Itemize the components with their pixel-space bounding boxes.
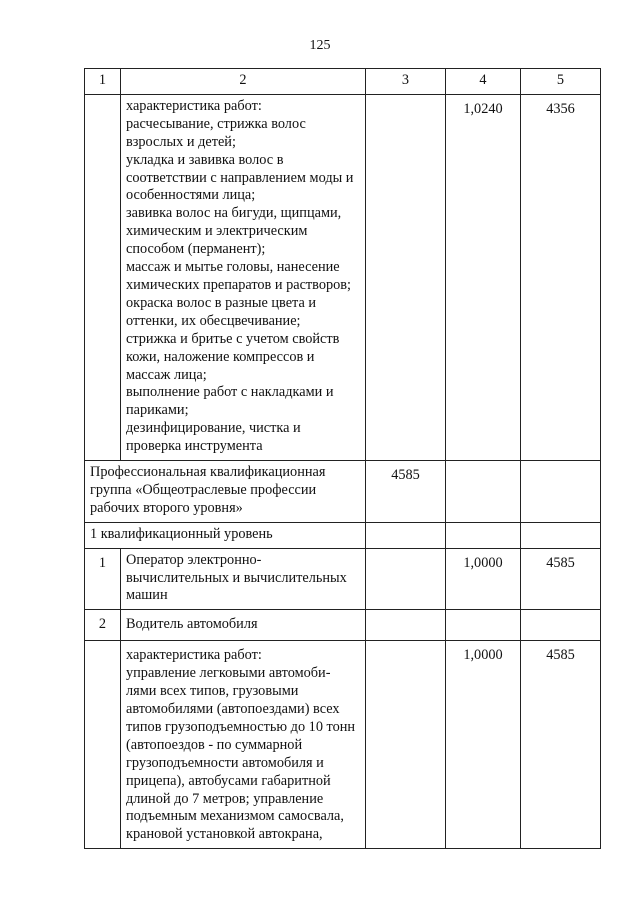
row-number	[85, 94, 121, 460]
job-title: Оператор электронно- вычислительных и вычислительных машин	[121, 548, 366, 610]
base-salary	[366, 610, 446, 641]
table-header-row	[85, 69, 601, 95]
table-row	[85, 610, 601, 641]
base-salary	[366, 94, 446, 460]
coefficient	[446, 461, 521, 523]
row-number	[85, 641, 121, 849]
salary: 4356	[521, 94, 601, 460]
column-header-2: 2	[121, 69, 366, 95]
column-header-5: 5	[521, 69, 601, 95]
page-number: 125	[309, 38, 331, 53]
qualification-group-title: Профессиональная квалификационная группа «Общеотраслевые профессии рабочих второго уровня»	[85, 461, 366, 523]
table-row	[85, 94, 601, 460]
job-title: Водитель автомобиля	[121, 610, 366, 641]
empty-cell	[446, 522, 521, 548]
salary: 4585	[521, 641, 601, 849]
table-row	[85, 641, 601, 849]
group-row	[85, 461, 601, 523]
column-header-4: 4	[446, 69, 521, 95]
table-row	[85, 548, 601, 610]
base-salary	[366, 548, 446, 610]
level-row	[85, 522, 601, 548]
empty-cell	[366, 522, 446, 548]
salary	[521, 610, 601, 641]
column-header-1: 1	[85, 69, 121, 95]
column-header-3: 3	[366, 69, 446, 95]
job-description: характеристика работ: управление легковыми автомоби- лями всех типов, грузовыми автомобилями (автопоездами) всех типов грузоподъемностью до 10 тонн (автопоездов - по суммарной грузоподъемности автомобиля и прицепа), автобусами габаритной длиной до 7 метров; управление подъемным механизмом самосвала, крановой установкой автокрана,	[121, 641, 366, 849]
row-number: 2	[85, 610, 121, 641]
coefficient: 1,0000	[446, 548, 521, 610]
coefficient: 1,0000	[446, 641, 521, 849]
base-salary: 4585	[366, 461, 446, 523]
salary	[521, 461, 601, 523]
salary: 4585	[521, 548, 601, 610]
job-description: характеристика работ: расчесывание, стрижка волос взрослых и детей; укладка и завивка волос в соответствии с направлением моды и особенностями лица; завивка волос на бигуди, щипцами, химическим и электрическим способом (перманент); массаж и мытье головы, нанесение химических препаратов и растворов; окраска волос в разные цвета и оттенки, их обесцвечивание; стрижка и бритье с учетом свойств кожи, наложение компрессов и массаж лица; выполнение работ с накладками и париками; дезинфицирование, чистка и проверка инструмента	[121, 94, 366, 460]
empty-cell	[521, 522, 601, 548]
coefficient: 1,0240	[446, 94, 521, 460]
row-number: 1	[85, 548, 121, 610]
coefficient	[446, 610, 521, 641]
salary-table	[84, 68, 601, 849]
base-salary	[366, 641, 446, 849]
qualification-level: 1 квалификационный уровень	[85, 522, 366, 548]
